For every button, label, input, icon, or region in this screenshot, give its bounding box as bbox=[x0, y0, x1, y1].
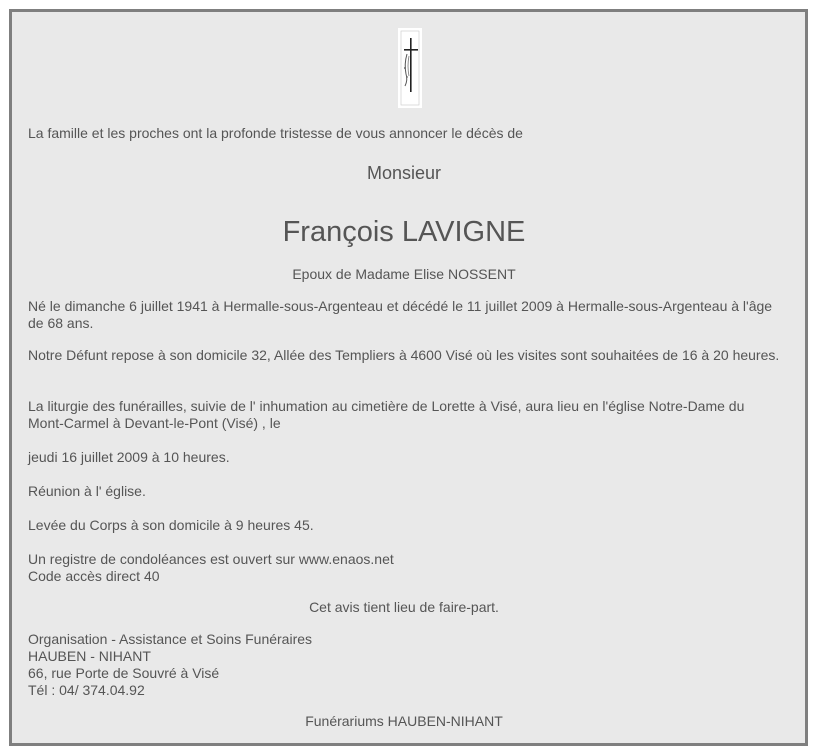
organisation-phone: Tél : 04/ 374.04.92 bbox=[28, 682, 145, 698]
organisation-block bbox=[28, 631, 780, 699]
funeral-date: jeudi 16 juillet 2009 à 10 heures. bbox=[28, 449, 230, 465]
resting-paragraph: Notre Défunt repose à son domicile 32, Allée des Templiers à 4600 Visé où les visites sont souhaitées de 16 à 20 heures. bbox=[28, 347, 780, 363]
intro-text: La famille et les proches ont la profonde tristesse de vous annoncer le décès de bbox=[28, 125, 523, 141]
condolences-register: Un registre de condoléances est ouvert sur www.enaos.net bbox=[28, 551, 394, 567]
gathering-note: Réunion à l' église. bbox=[28, 483, 146, 499]
deceased-name: François LAVIGNE bbox=[282, 216, 526, 248]
cross-emblem-icon bbox=[398, 28, 422, 108]
spouse-line: Epoux de Madame Elise NOSSENT bbox=[292, 266, 516, 282]
condolences-code: Code accès direct 40 bbox=[28, 568, 160, 584]
obituary-card bbox=[9, 9, 808, 746]
organisation-name: HAUBEN - NIHANT bbox=[28, 648, 151, 664]
levee-note: Levée du Corps à son domicile à 9 heures 45. bbox=[28, 517, 314, 533]
organisation-address: 66, rue Porte de Souvré à Visé bbox=[28, 665, 220, 681]
honorific: Monsieur bbox=[366, 163, 442, 183]
notice-text: Cet avis tient lieu de faire-part. bbox=[309, 599, 499, 615]
footer-text: Funérariums HAUBEN-NIHANT bbox=[305, 713, 503, 729]
birth-death-paragraph: Né le dimanche 6 juillet 1941 à Hermalle-sous-Argenteau et décédé le 11 juillet 2009 à Hermalle-sous-Argenteau à l'âge de 68 ans. bbox=[28, 298, 773, 331]
liturgy-paragraph: La liturgie des funérailles, suivie de l' inhumation au cimetière de Lorette à Visé, aura lieu en l'église Notre-Dame du Mont-Carmel à Devant-le-Pont (Visé) , le bbox=[28, 398, 745, 431]
condolences-block bbox=[28, 551, 780, 585]
organisation-title: Organisation - Assistance et Soins Funéraires bbox=[28, 631, 313, 647]
